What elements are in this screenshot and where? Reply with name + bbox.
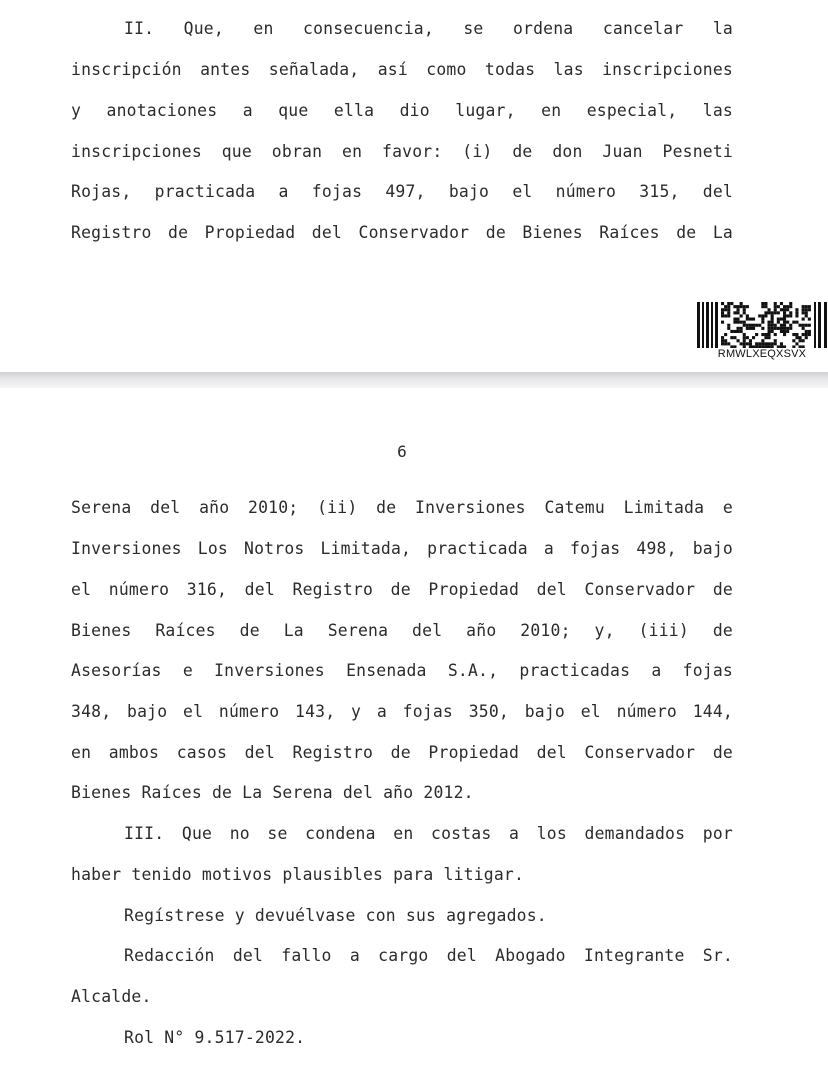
paragraph-line: inscripción antes señalada, así como todas las inscripciones — [71, 60, 733, 79]
paragraph-line: Bienes Raíces de La Serena del año 2010; y, (iii) de — [71, 621, 733, 640]
paragraph-line: 348, bajo el número 143, y a fojas 350, bajo el número 144, — [71, 702, 733, 721]
paragraph-line: Rojas, practicada a fojas 497, bajo el número 315, del — [71, 182, 733, 201]
paragraph-line: Inversiones Los Notros Limitada, practicada a fojas 498, bajo — [71, 539, 733, 558]
paragraph-line: Bienes Raíces de La Serena del año 2012. — [71, 783, 474, 802]
document-page-bottom — [0, 388, 828, 1070]
paragraph-line: Asesorías e Inversiones Ensenada S.A., practicadas a fojas — [71, 661, 733, 680]
paragraph-line: Regístrese y devuélvase con sus agregados. — [124, 906, 547, 925]
paragraph-line: el número 316, del Registro de Propiedad del Conservador de — [71, 580, 733, 599]
paragraph-line: Alcalde. — [71, 987, 152, 1006]
paragraph-line: inscripciones que obran en favor: (i) de don Juan Pesneti — [71, 142, 733, 161]
verification-code: RMWLXEQXSVX — [717, 348, 807, 360]
paragraph-line: II. Que, en consecuencia, se ordena cancelar la — [124, 19, 733, 38]
paragraph-line: Rol N° 9.517-2022. — [124, 1028, 306, 1047]
paragraph-line: en ambos casos del Registro de Propiedad del Conservador de — [71, 743, 733, 762]
paragraph-line: y anotaciones a que ella dio lugar, en especial, las — [71, 101, 733, 120]
paragraph-line: Serena del año 2010; (ii) de Inversiones Catemu Limitada e — [71, 498, 733, 517]
paragraph-line: Redacción del fallo a cargo del Abogado Integrante Sr. — [124, 946, 733, 965]
paragraph-line: Registro de Propiedad del Conservador de Bienes Raíces de La — [71, 223, 733, 242]
page-separator — [0, 372, 828, 388]
paragraph-line: haber tenido motivos plausibles para litigar. — [71, 865, 525, 884]
page-number: 6 — [397, 442, 407, 461]
verification-barcode — [696, 302, 828, 348]
paragraph-line: III. Que no se condena en costas a los demandados por — [124, 824, 733, 843]
